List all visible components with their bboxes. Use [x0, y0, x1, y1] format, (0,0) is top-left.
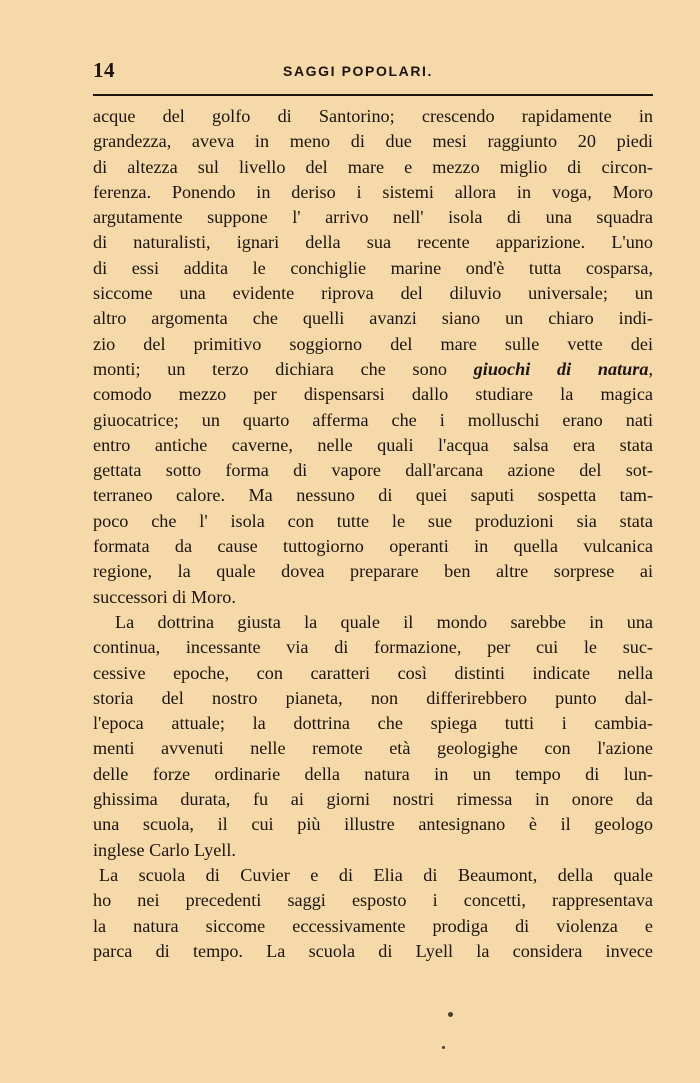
text-body — [93, 104, 653, 964]
text-line: gettata sotto forma di vapore dall'arcana azione del sot- — [93, 460, 653, 481]
text-segment: monti; un terzo dichiara che sono — [93, 358, 474, 379]
italic-phrase: giuochi di natura — [473, 358, 649, 379]
page-header — [93, 58, 653, 88]
text-line: di essi addita le conchiglie marine ond'è tutta cosparsa, — [93, 257, 653, 278]
text-line: parca di tempo. La scuola di Lyell la considera invece — [93, 940, 653, 961]
text-line: poco che l' isola con tutte le sue produzioni sia stata — [93, 510, 653, 531]
text-line: la natura siccome eccessivamente prodiga di violenza e — [93, 915, 653, 936]
text-line-with-italic — [93, 357, 653, 382]
text-line: delle forze ordinarie della natura in un tempo di lun- — [93, 763, 653, 784]
text-line: cessive epoche, con caratteri così distinti indicate nella — [93, 662, 653, 683]
header-rule — [93, 94, 653, 96]
text-line: continua, incessante via di formazione, per cui le suc- — [93, 637, 653, 658]
text-line: La scuola di Cuvier e di Elia di Beaumont, della quale — [99, 864, 653, 885]
ink-speck — [448, 1012, 453, 1017]
text-line: zio del primitivo soggiorno del mare sulle vette dei — [93, 333, 653, 354]
text-line: una scuola, il cui più illustre antesignano è il geologo — [93, 814, 653, 835]
text-line: giuocatrice; un quarto afferma che i molluschi erano nati — [93, 409, 653, 430]
text-line: storia del nostro pianeta, non differirebbero punto dal- — [93, 687, 653, 708]
text-line: altro argomenta che quelli avanzi siano un chiaro indi- — [93, 308, 653, 329]
text-line: siccome una evidente riprova del diluvio universale; un — [93, 283, 653, 304]
text-line: di naturalisti, ignari della sua recente apparizione. L'uno — [93, 232, 653, 253]
text-segment: , — [648, 358, 653, 379]
text-line: ferenza. Ponendo in deriso i sistemi allora in voga, Moro — [93, 181, 653, 202]
text-line: grandezza, aveva in meno di due mesi raggiunto 20 piedi — [93, 131, 653, 152]
text-line: regione, la quale dovea preparare ben altre sorprese ai — [93, 561, 653, 582]
text-line: entro antiche caverne, nelle quali l'acqua salsa era stata — [93, 434, 653, 455]
text-line: l'epoca attuale; la dottrina che spiega tutti i cambia- — [93, 713, 653, 734]
text-line: comodo mezzo per dispensarsi dallo studiare la magica — [93, 384, 653, 405]
text-line: inglese Carlo Lyell. — [93, 839, 236, 860]
text-line: formata da cause tuttogiorno operanti in quella vulcanica — [93, 536, 653, 557]
text-line: La dottrina giusta la quale il mondo sarebbe in una — [115, 611, 653, 632]
page-number: 14 — [93, 58, 115, 82]
text-line: ho nei precedenti saggi esposto i concetti, rappresentava — [93, 890, 653, 911]
ink-speck — [442, 1046, 445, 1049]
text-line: acque del golfo di Santorino; crescendo rapidamente in — [93, 106, 653, 126]
text-line: argutamente suppone l' arrivo nell' isola di una squadra — [93, 207, 653, 228]
text-line: menti avvenuti nelle remote età geologighe con l'azione — [93, 738, 653, 759]
text-line: successori di Moro. — [93, 586, 236, 607]
text-line: di altezza sul livello del mare e mezzo miglio di circon- — [93, 156, 653, 177]
text-line: ghissima durata, fu ai giorni nostri rimessa in onore da — [93, 789, 653, 810]
text-line: terraneo calore. Ma nessuno di quei saputi sospetta tam- — [93, 485, 653, 506]
running-title: SAGGI POPOLARI. — [283, 63, 434, 79]
